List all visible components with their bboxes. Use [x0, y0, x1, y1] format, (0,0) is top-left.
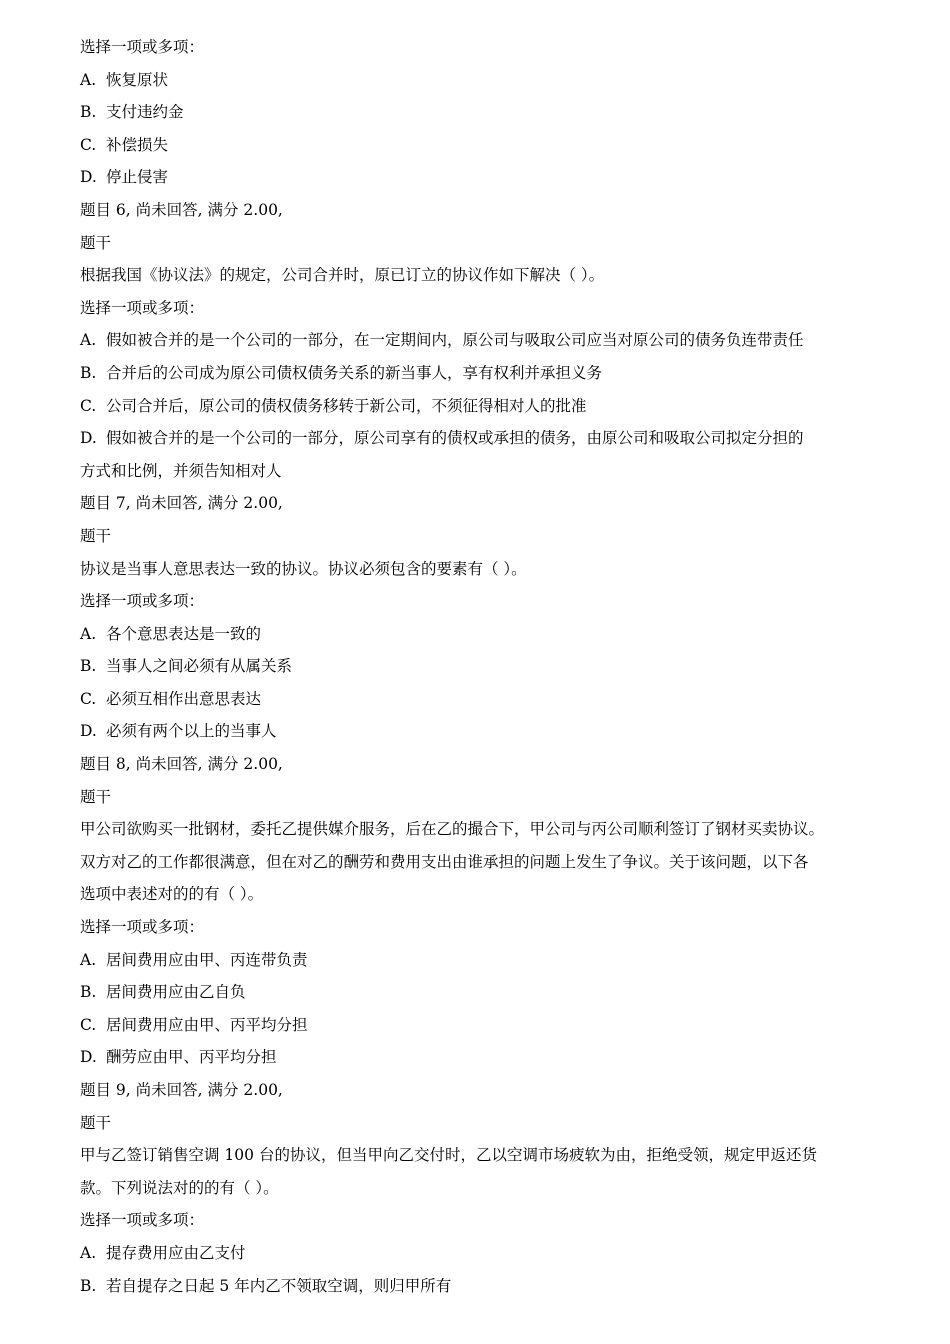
q5-option-c[interactable]: C. 补偿损失 — [80, 135, 169, 154]
q5-option-d[interactable]: D. 停止侵害 — [80, 168, 169, 187]
q8-option-b[interactable]: B. 居间费用应由乙自负 — [80, 983, 246, 1002]
question-6-stem-label: 题干 — [80, 233, 112, 252]
question-7-prompt: 选择一项或多项： — [80, 592, 205, 611]
question-6-header: 题目 6, 尚未回答, 满分 2.00, — [80, 200, 283, 219]
question-8-stem-line-3: 选项中表述对的的有（ ）。 — [80, 885, 264, 904]
question-8-stem-line-2: 双方对乙的工作都很满意，但在对乙的酬劳和费用支出由谁承担的问题上发生了争议。关于该问题，以下各 — [80, 852, 809, 871]
q7-option-d[interactable]: D. 必须有两个以上的当事人 — [80, 722, 277, 741]
q8-option-d[interactable]: D. 酬劳应由甲、丙平均分担 — [80, 1048, 277, 1067]
q5-option-b[interactable]: B. 支付违约金 — [80, 103, 184, 122]
q6-option-d-continued: 方式和比例，并须告知相对人 — [80, 461, 282, 480]
q7-option-c[interactable]: C. 必须互相作出意思表达 — [80, 689, 262, 708]
question-8-header: 题目 8, 尚未回答, 满分 2.00, — [80, 755, 283, 774]
question-8-prompt: 选择一项或多项： — [80, 918, 205, 937]
question-5-prompt: 选择一项或多项： — [80, 38, 205, 56]
question-9-prompt: 选择一项或多项： — [80, 1211, 205, 1230]
question-7-header: 题目 7, 尚未回答, 满分 2.00, — [80, 494, 283, 513]
question-6-prompt: 选择一项或多项： — [80, 298, 205, 317]
question-8-stem-label: 题干 — [80, 787, 112, 806]
q6-option-a[interactable]: A. 假如被合并的是一个公司的一部分，在一定期间内，原公司与吸取公司应当对原公司的债务负连带责任 — [80, 331, 804, 350]
q8-option-c[interactable]: C. 居间费用应由甲、丙平均分担 — [80, 1015, 308, 1034]
q7-option-a[interactable]: A. 各个意思表达是一致的 — [80, 624, 262, 643]
question-9-stem-line-1: 甲与乙签订销售空调 100 台的协议，但当甲向乙交付时，乙以空调市场疲软为由，拒绝受领，规定甲返还货 — [80, 1146, 817, 1165]
question-8-stem-line-1: 甲公司欲购买一批钢材，委托乙提供媒介服务，后在乙的撮合下，甲公司与丙公司顺利签订了钢材买卖协议。 — [80, 820, 825, 839]
question-6-stem: 根据我国《协议法》的规定，公司合并时，原已订立的协议作如下解决（ ）。 — [80, 266, 605, 285]
q8-option-a[interactable]: A. 居间费用应由甲、丙连带负责 — [80, 950, 308, 969]
question-9-stem-line-2: 款。下列说法对的的有（ ）。 — [80, 1178, 279, 1197]
q5-option-a[interactable]: A. 恢复原状 — [80, 70, 169, 89]
q6-option-c[interactable]: C. 公司合并后，原公司的债权债务移转于新公司，不须征得相对人的批准 — [80, 396, 587, 415]
q6-option-d[interactable]: D. 假如被合并的是一个公司的一部分，原公司享有的债权或承担的债务，由原公司和吸取公司拟定分担的 — [80, 429, 804, 448]
question-7-stem-label: 题干 — [80, 526, 112, 545]
question-7-stem: 协议是当事人意思表达一致的协议。协议必须包含的要素有（ ）。 — [80, 559, 527, 578]
q7-option-b[interactable]: B. 当事人之间必须有从属关系 — [80, 657, 293, 676]
q9-option-a[interactable]: A. 提存费用应由乙支付 — [80, 1243, 246, 1262]
q6-option-b[interactable]: B. 合并后的公司成为原公司债权债务关系的新当事人，享有权利并承担义务 — [80, 363, 603, 382]
question-9-header: 题目 9, 尚未回答, 满分 2.00, — [80, 1081, 283, 1099]
q9-option-b[interactable]: B. 若自提存之日起 5 年内乙不领取空调，则归甲所有 — [80, 1276, 452, 1295]
question-9-stem-label: 题干 — [80, 1113, 112, 1132]
